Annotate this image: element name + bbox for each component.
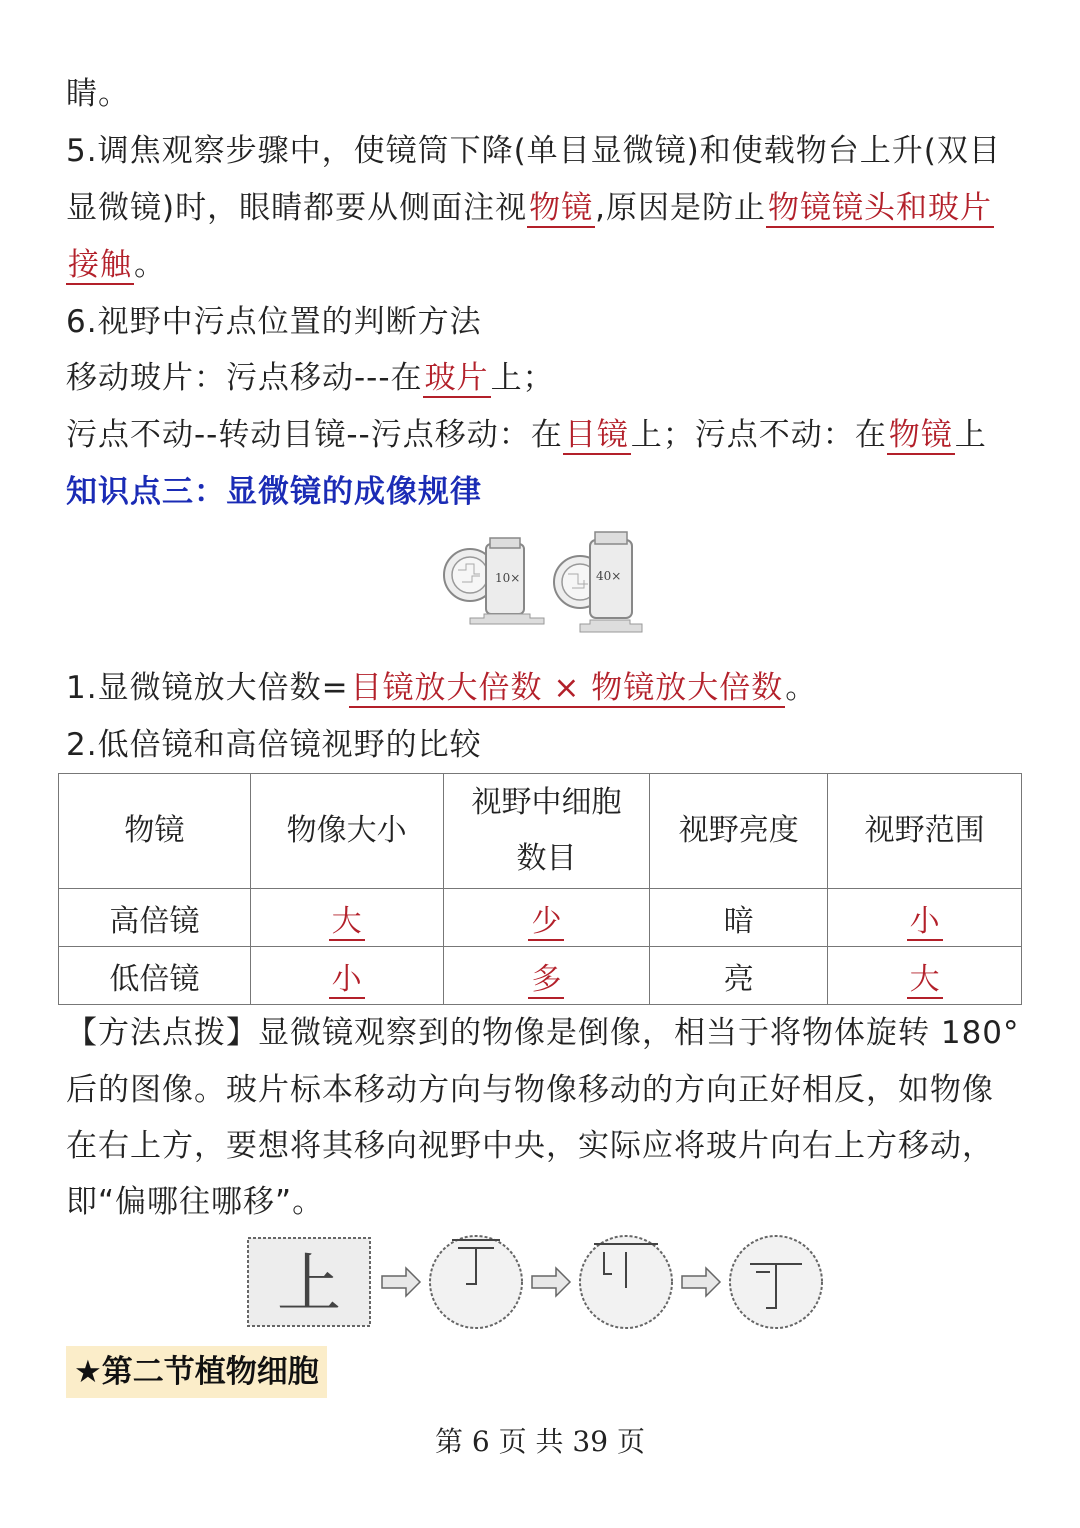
table-cell: 亮 bbox=[650, 947, 828, 1005]
specimen-char: 上 bbox=[277, 1248, 341, 1322]
answer-fill: 物镜 bbox=[529, 190, 594, 226]
high-power-label: 40× bbox=[596, 569, 622, 583]
table-cell: 暗 bbox=[650, 889, 828, 947]
page-footer: 第 6 页 共 39 页 bbox=[435, 1425, 645, 1458]
text-run: 。 bbox=[785, 670, 818, 706]
table-cell bbox=[443, 947, 650, 1005]
text-line: 2.低倍镜和高倍镜视野的比较 bbox=[66, 727, 482, 763]
table-cell bbox=[250, 947, 443, 1005]
text-line bbox=[66, 668, 817, 708]
text-line: 【方法点拨】显微镜观察到的物像是倒像，相当于将物体旋转 180° bbox=[66, 1015, 1020, 1051]
text-line bbox=[66, 358, 555, 398]
arrow-icon bbox=[532, 1268, 570, 1296]
table-header-row bbox=[59, 774, 1022, 889]
answer-fill: 多 bbox=[528, 962, 564, 999]
table-cell: 低倍镜 bbox=[59, 947, 251, 1005]
text-run: 上；污点不动：在 bbox=[630, 417, 887, 453]
table-cell bbox=[250, 889, 443, 947]
table-cell: 高倍镜 bbox=[59, 889, 251, 947]
text-line bbox=[66, 188, 994, 228]
table-cell bbox=[443, 889, 650, 947]
section-heading: 知识点三：显微镜的成像规律 bbox=[66, 474, 482, 510]
text-line: 即“偏哪往哪移”。 bbox=[66, 1184, 325, 1220]
table-header-cell bbox=[443, 774, 650, 889]
text-run: 显微镜)时，眼睛都要从侧面注视 bbox=[66, 190, 528, 226]
text-run: 污点不动--转动目镜--污点移动：在 bbox=[66, 417, 563, 453]
table-header-cell: 视野范围 bbox=[828, 774, 1022, 889]
answer-fill: 玻片 bbox=[424, 360, 489, 396]
table-header-cell: 物像大小 bbox=[250, 774, 443, 889]
text-line: 5.调焦观察步骤中，使镜筒下降(单目显微镜)和使载物台上升(双目 bbox=[66, 133, 1001, 169]
table-header-cell: 物镜 bbox=[59, 774, 251, 889]
text-run: ,原因是防止 bbox=[595, 190, 766, 226]
answer-fill: 大 bbox=[907, 962, 943, 999]
answer-fill: 目镜放大倍数 × 物镜放大倍数 bbox=[350, 670, 784, 706]
text-line: 在右上方，要想将其移向视野中央，实际应将玻片向右上方移动， bbox=[66, 1128, 994, 1164]
text-run: 。 bbox=[134, 247, 166, 283]
comparison-table bbox=[58, 773, 1022, 1005]
text-line: 6.视野中污点位置的判断方法 bbox=[66, 304, 482, 340]
text-line bbox=[66, 415, 987, 455]
text-run: 上 bbox=[954, 417, 987, 453]
table-row bbox=[59, 947, 1022, 1005]
answer-fill: 物镜镜头和玻片 bbox=[767, 190, 992, 226]
answer-fill: 物镜 bbox=[888, 417, 953, 453]
table-cell bbox=[828, 889, 1022, 947]
image-inversion-figure bbox=[244, 1234, 834, 1338]
answer-fill: 小 bbox=[907, 904, 943, 941]
text-line bbox=[66, 245, 166, 285]
answer-fill: 大 bbox=[329, 904, 365, 941]
microscope-objectives-figure bbox=[440, 530, 650, 642]
arrow-icon bbox=[382, 1268, 420, 1296]
table-row bbox=[59, 889, 1022, 947]
arrow-icon bbox=[682, 1268, 720, 1296]
text-line: 后的图像。玻片标本移动方向与物像移动的方向正好相反，如物像 bbox=[66, 1072, 994, 1108]
text-run: 上； bbox=[490, 360, 555, 396]
header-line: 视野中细胞 bbox=[471, 785, 622, 820]
answer-fill: 目镜 bbox=[564, 417, 629, 453]
low-power-label: 10× bbox=[495, 571, 521, 585]
header-line: 数目 bbox=[516, 841, 577, 876]
table-header-cell: 视野亮度 bbox=[650, 774, 828, 889]
table-cell bbox=[828, 947, 1022, 1005]
answer-fill: 小 bbox=[329, 962, 365, 999]
answer-fill: 接触 bbox=[68, 247, 132, 283]
answer-fill: 少 bbox=[528, 904, 564, 941]
section-title: ★第二节植物细胞 bbox=[66, 1346, 327, 1398]
text-line: 睛。 bbox=[66, 76, 130, 112]
text-run: 移动玻片：污点移动---在 bbox=[66, 360, 423, 396]
text-run: 1.显微镜放大倍数= bbox=[66, 670, 349, 706]
